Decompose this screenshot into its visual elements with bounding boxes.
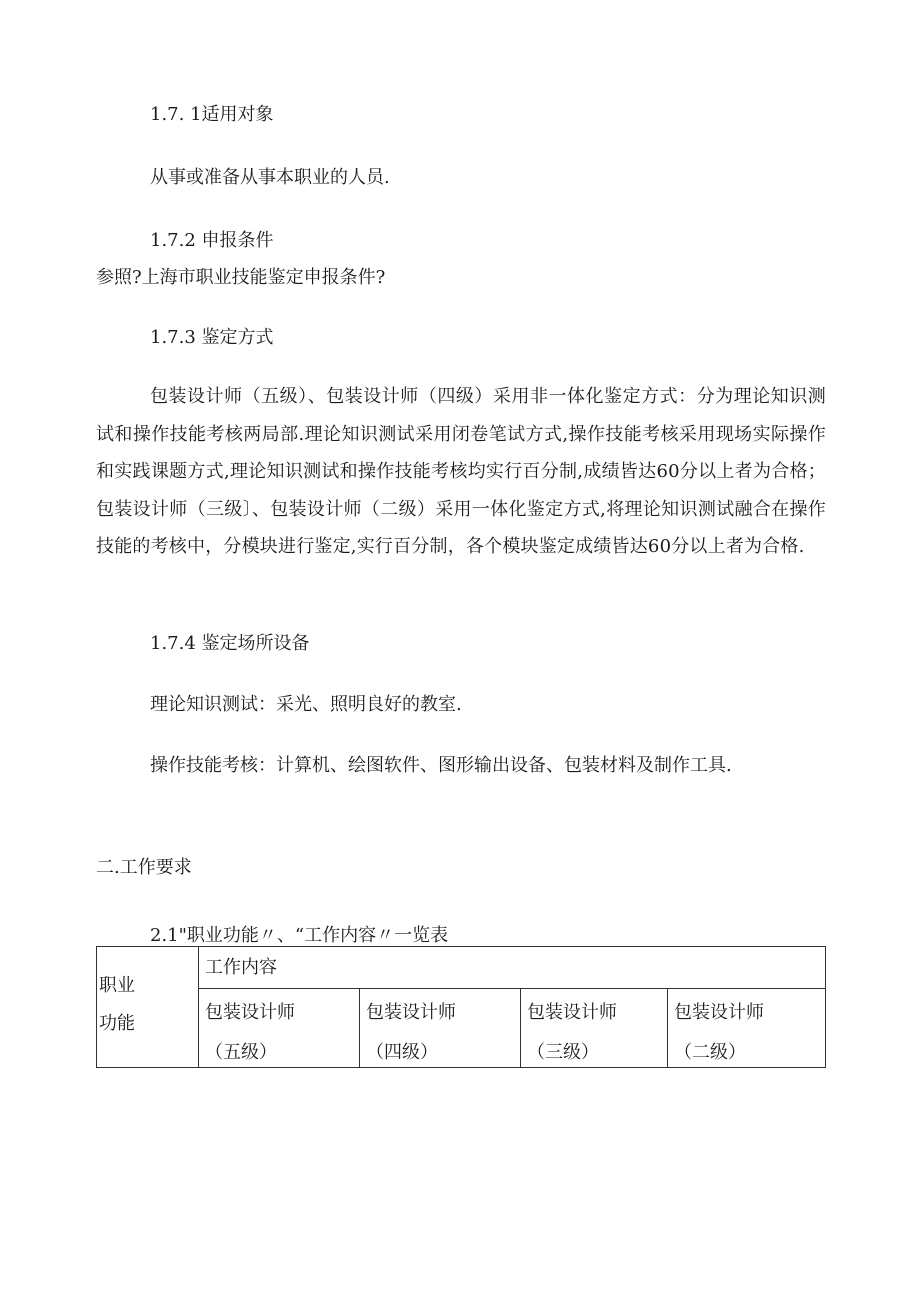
chapter-2-title: 二.工作要求 [96,857,192,878]
paragraph-application-conditions: 参照?上海市职业技能鉴定申报条件? [96,267,386,288]
table-header-grade-2: 包装设计师 （二级） [668,989,826,1068]
table-header-grade-5: 包装设计师 （五级） [199,989,360,1068]
paragraph-theory-venue: 理论知识测试：采光、照明良好的教室. [150,694,462,715]
paragraph-assessment-method: 包装设计师（五级）、包装设计师（四级）采用非一体化鉴定方式：分为理论知识测试和操作技能考核两局部.理论知识测试采用闭卷笔试方式,操作技能考核采用现场实际操作和实践课题方式,理论知识测试和操作技能考核均实行百分制,成绩皆达60分以上者为合格；包装设计师（三级〕、包装设计师（二级）采用一体化鉴定方式,将理论知识测试融合在操作技能的考核中，分模块进行鉴定,实行百分制，各个模块鉴定成绩皆达60分以上者为合格. [96,386,826,557]
paragraph-applicable-persons: 从事或准备从事本职业的人员. [150,167,390,188]
heading-2-1: 2.1"职业功能〃、“工作内容〃一览表 [150,925,449,946]
table-header-work-content: 工作内容 [199,947,826,989]
paragraph-practical-equipment: 操作技能考核：计算机、绘图软件、图形输出设备、包装材料及制作工具. [150,755,732,776]
header-function-line1: 职业 [99,975,135,996]
heading-1-7-2: 1.7.2 申报条件 [150,230,274,251]
header-function-line2: 功能 [99,1013,135,1034]
table-header-grade-3: 包装设计师 （三级） [521,989,668,1068]
table-header-grade-4: 包装设计师 （四级） [360,989,521,1068]
function-content-table [96,946,826,1068]
heading-1-7-1: 1.7. 1适用对象 [150,104,274,125]
heading-1-7-4: 1.7.4 鉴定场所设备 [150,633,310,654]
table-header-function [97,947,199,1068]
heading-1-7-3: 1.7.3 鉴定方式 [150,327,274,348]
